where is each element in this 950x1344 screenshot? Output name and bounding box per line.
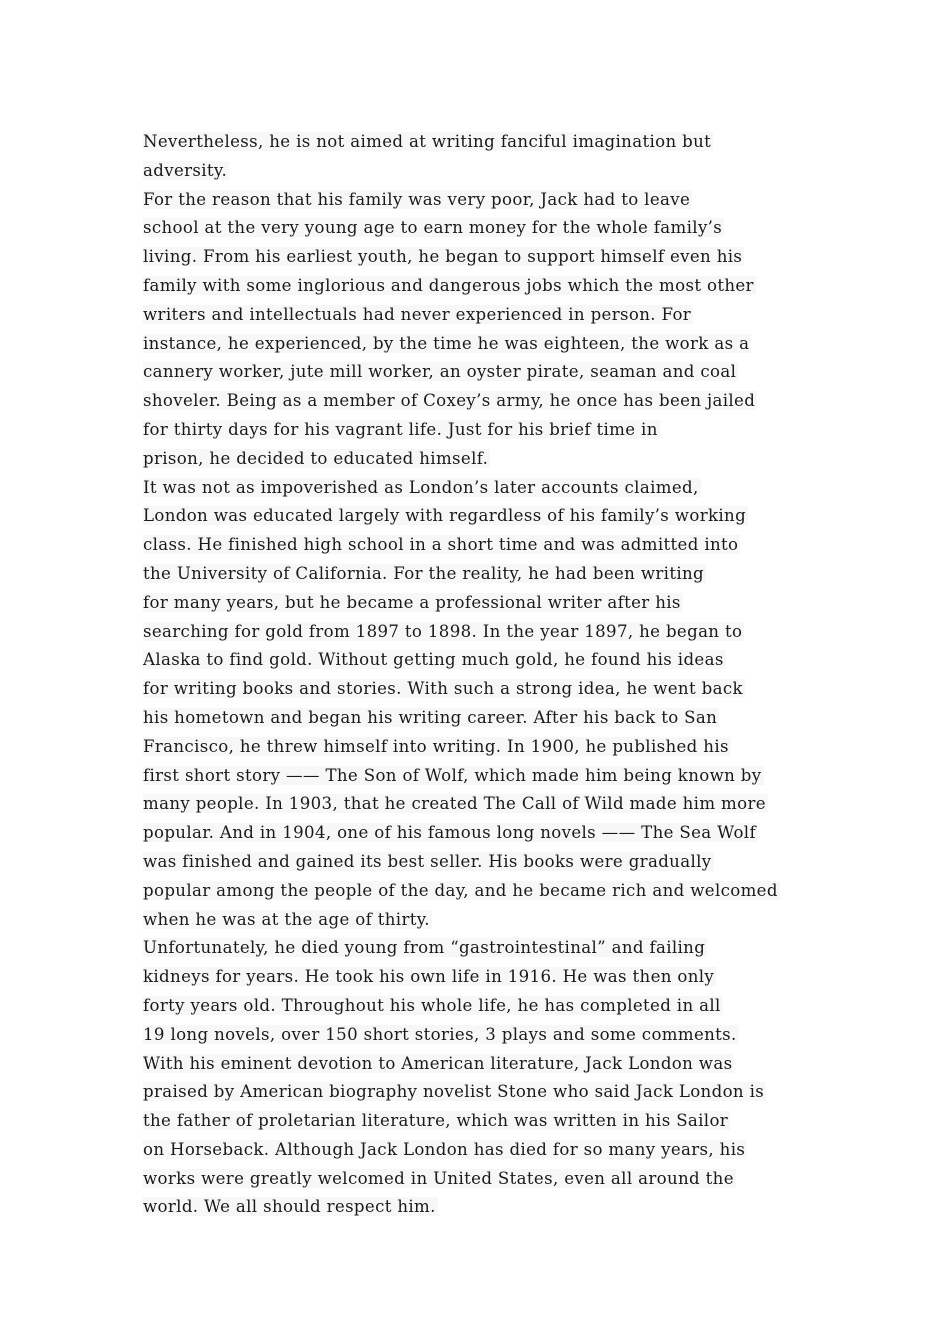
text-line: popular. And in 1904, one of his famous long novels —— The Sea Wolf bbox=[143, 823, 756, 843]
text-line: when he was at the age of thirty. bbox=[143, 909, 430, 929]
text-line: It was not as impoverished as London’s later accounts claimed, bbox=[143, 477, 699, 497]
text-line: family with some inglorious and dangerous jobs which the most other bbox=[143, 275, 754, 295]
text-line: Unfortunately, he died young from “gastrointestinal” and failing bbox=[143, 938, 706, 958]
text-line: first short story —— The Son of Wolf, which made him being known by bbox=[143, 765, 762, 785]
text-line: prison, he decided to educated himself. bbox=[143, 448, 489, 468]
text-line: popular among the people of the day, and he became rich and welcomed bbox=[143, 880, 778, 900]
text-line: works were greatly welcomed in United States, even all around the bbox=[143, 1168, 734, 1188]
text-line: For the reason that his family was very poor, Jack had to leave bbox=[143, 189, 691, 209]
text-line: writers and intellectuals had never experienced in person. For bbox=[143, 304, 692, 324]
text-line: Alaska to find gold. Without getting much gold, he found his ideas bbox=[143, 650, 724, 670]
text-line: Francisco, he threw himself into writing. In 1900, he published his bbox=[143, 736, 729, 756]
text-line: class. He finished high school in a short time and was admitted into bbox=[143, 535, 739, 555]
body-text bbox=[143, 128, 811, 1222]
text-line: London was educated largely with regardless of his family’s working bbox=[143, 506, 747, 526]
text-line: praised by American biography novelist Stone who said Jack London is bbox=[143, 1082, 765, 1102]
text-line: school at the very young age to earn money for the whole family’s bbox=[143, 218, 723, 238]
text-line: for many years, but he became a professional writer after his bbox=[143, 592, 681, 612]
text-line: adversity. bbox=[143, 160, 228, 180]
text-line: instance, he experienced, by the time he was eighteen, the work as a bbox=[143, 333, 750, 353]
text-line: was finished and gained its best seller. His books were gradually bbox=[143, 851, 712, 871]
text-line: many people. In 1903, that he created The Call of Wild made him more bbox=[143, 794, 766, 814]
text-line: living. From his earliest youth, he began to support himself even his bbox=[143, 247, 743, 267]
text-line: for thirty days for his vagrant life. Just for his brief time in bbox=[143, 419, 658, 439]
text-line: cannery worker, jute mill worker, an oyster pirate, seaman and coal bbox=[143, 362, 737, 382]
text-line: for writing books and stories. With such a strong idea, he went back bbox=[143, 679, 743, 699]
text-line: the father of proletarian literature, which was written in his Sailor bbox=[143, 1111, 729, 1131]
text-line: forty years old. Throughout his whole life, he has completed in all bbox=[143, 995, 721, 1015]
text-line: world. We all should respect him. bbox=[143, 1197, 436, 1217]
text-line: searching for gold from 1897 to 1898. In the year 1897, he began to bbox=[143, 621, 743, 641]
text-line: Nevertheless, he is not aimed at writing fanciful imagination but bbox=[143, 132, 712, 151]
text-line: With his eminent devotion to American literature, Jack London was bbox=[143, 1053, 733, 1073]
text-line: his hometown and began his writing career. After his back to San bbox=[143, 707, 718, 727]
text-line: 19 long novels, over 150 short stories, 3 plays and some comments. bbox=[143, 1024, 737, 1044]
text-line: kidneys for years. He took his own life in 1916. He was then only bbox=[143, 967, 715, 987]
text-line: the University of California. For the reality, he had been writing bbox=[143, 563, 705, 583]
text-line: shoveler. Being as a member of Coxey’s army, he once has been jailed bbox=[143, 391, 756, 411]
text-line: on Horseback. Although Jack London has died for so many years, his bbox=[143, 1139, 746, 1159]
